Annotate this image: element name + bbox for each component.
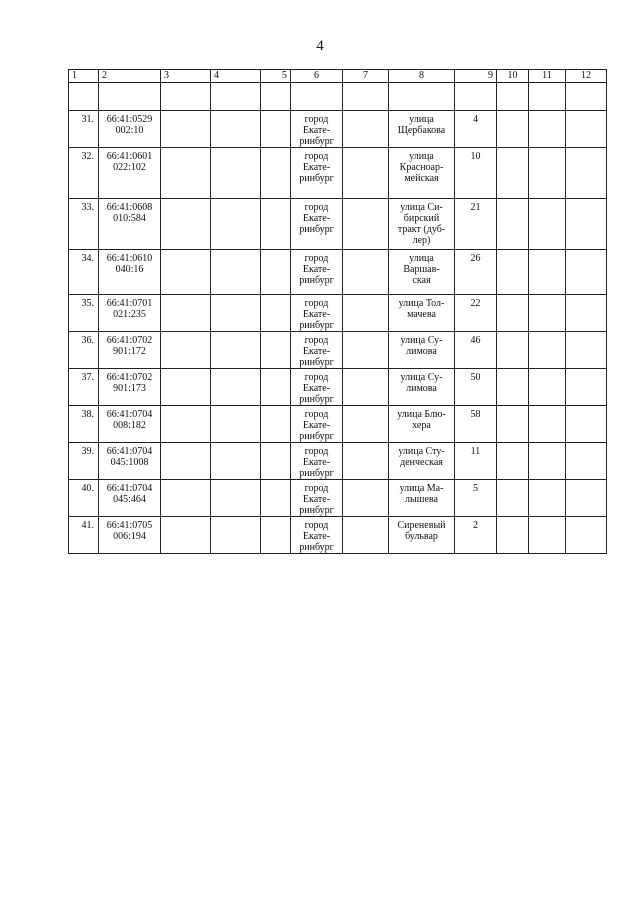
empty-cell <box>497 443 529 480</box>
empty-cell <box>161 369 211 406</box>
empty-cell <box>529 295 566 332</box>
house-number-container <box>455 199 497 250</box>
empty-cell <box>529 406 566 443</box>
street-cell-container <box>389 148 455 199</box>
table-row <box>69 480 607 517</box>
cadastral-number: 66:41:0608 010:584 <box>106 202 153 224</box>
row-number-container <box>69 406 99 443</box>
street-cell-container <box>389 250 455 295</box>
street-cell: улица Щербакова <box>397 114 446 136</box>
table-row <box>69 406 607 443</box>
row-number: 37. <box>81 372 94 383</box>
row-number: 39. <box>81 446 94 457</box>
house-number: 46 <box>470 335 481 346</box>
empty-cell <box>211 332 261 369</box>
empty-cell <box>566 332 607 369</box>
empty-cell <box>343 517 389 554</box>
empty-cell <box>161 332 211 369</box>
empty-cell <box>566 517 607 554</box>
street-cell: улица Ма- лышева <box>399 483 444 505</box>
row-number-container <box>69 199 99 250</box>
locality-cell-container <box>291 250 343 295</box>
street-cell-container <box>389 480 455 517</box>
cadastral-number: 66:41:0705 006:194 <box>106 520 153 542</box>
house-number-container <box>455 332 497 369</box>
street-cell-container <box>389 443 455 480</box>
header-row <box>69 70 607 83</box>
locality-cell: город Екате- ринбург <box>299 335 334 368</box>
locality-cell-container <box>291 148 343 199</box>
empty-cell <box>211 148 261 199</box>
empty-cell <box>211 406 261 443</box>
locality-cell-container <box>291 443 343 480</box>
locality-cell: город Екате- ринбург <box>299 202 334 235</box>
street-cell: улица Су- лимова <box>400 372 443 394</box>
street-cell: улица Красноар- мейская <box>399 151 444 184</box>
house-number: 10 <box>470 151 481 162</box>
cadastral-number: 66:41:0704 045:1008 <box>106 446 153 468</box>
street-cell: Сиреневый бульвар <box>397 520 446 542</box>
cadastral-number-container <box>99 517 161 554</box>
cadastral-number-container <box>99 443 161 480</box>
house-number-container <box>455 406 497 443</box>
empty-cell <box>211 250 261 295</box>
empty-cell <box>343 406 389 443</box>
row-number: 41. <box>81 520 94 531</box>
street-cell-container <box>389 517 455 554</box>
empty-cell <box>211 517 261 554</box>
locality-cell-container <box>291 406 343 443</box>
empty-cell <box>161 148 211 199</box>
row-number: 36. <box>81 335 94 346</box>
empty-cell <box>211 480 261 517</box>
locality-cell-container <box>291 332 343 369</box>
empty-cell <box>261 369 291 406</box>
row-number: 34. <box>81 253 94 264</box>
column-header-8: 8 <box>389 70 455 83</box>
empty-cell <box>161 111 211 148</box>
house-number: 11 <box>470 446 481 457</box>
house-number-container <box>455 295 497 332</box>
street-cell-container <box>389 406 455 443</box>
row-number-container <box>69 295 99 332</box>
row-number: 32. <box>81 151 94 162</box>
cadastral-number: 66:41:0601 022:102 <box>106 151 153 173</box>
row-number: 38. <box>81 409 94 420</box>
street-cell: улица Су- лимова <box>400 335 443 357</box>
column-header-4: 4 <box>211 70 261 83</box>
street-cell-container <box>389 111 455 148</box>
empty-cell <box>343 111 389 148</box>
empty-cell <box>343 199 389 250</box>
page-number: 4 <box>316 38 324 54</box>
row-number: 35. <box>81 298 94 309</box>
column-header-1: 1 <box>69 70 99 83</box>
empty-cell <box>343 148 389 199</box>
table-row <box>69 250 607 295</box>
house-number: 58 <box>470 409 481 420</box>
empty-cell <box>566 111 607 148</box>
locality-cell: город Екате- ринбург <box>299 151 334 184</box>
empty-cell <box>529 250 566 295</box>
cadastral-number-container <box>99 369 161 406</box>
empty-cell <box>343 480 389 517</box>
house-number-container <box>455 480 497 517</box>
street-cell: улица Си- бирский тракт (дуб- лер) <box>397 202 446 246</box>
empty-cell <box>343 443 389 480</box>
empty-cell <box>261 148 291 199</box>
cadastral-number-container <box>99 250 161 295</box>
table-row <box>69 369 607 406</box>
column-header-2: 2 <box>99 70 161 83</box>
empty-cell <box>343 332 389 369</box>
cadastral-number-container <box>99 406 161 443</box>
table-row <box>69 295 607 332</box>
empty-cell <box>343 295 389 332</box>
empty-cell <box>211 295 261 332</box>
column-header-3: 3 <box>161 70 211 83</box>
table-row <box>69 111 607 148</box>
cadastral-number: 66:41:0701 021:235 <box>106 298 153 320</box>
column-header-9: 9 <box>455 70 497 83</box>
empty-cell <box>343 250 389 295</box>
street-cell-container <box>389 295 455 332</box>
locality-cell: город Екате- ринбург <box>299 298 334 331</box>
empty-cell <box>211 111 261 148</box>
house-number: 26 <box>470 253 481 264</box>
street-cell-container <box>389 199 455 250</box>
locality-cell-container <box>291 111 343 148</box>
empty-cell <box>261 443 291 480</box>
locality-cell: город Екате- ринбург <box>299 520 334 553</box>
table-row <box>69 148 607 199</box>
table-row <box>69 199 607 250</box>
row-number: 40. <box>81 483 94 494</box>
empty-cell <box>529 369 566 406</box>
house-number: 21 <box>470 202 481 213</box>
empty-cell <box>566 295 607 332</box>
empty-cell <box>566 480 607 517</box>
house-number-container <box>455 111 497 148</box>
cadastral-number: 66:41:0702 901:172 <box>106 335 153 357</box>
empty-cell <box>343 369 389 406</box>
locality-cell: город Екате- ринбург <box>299 446 334 479</box>
locality-cell-container <box>291 480 343 517</box>
locality-cell: город Екате- ринбург <box>299 483 334 516</box>
empty-cell <box>261 517 291 554</box>
house-number-container <box>455 369 497 406</box>
table-row <box>69 332 607 369</box>
street-cell-container <box>389 369 455 406</box>
locality-cell-container <box>291 295 343 332</box>
empty-cell <box>261 480 291 517</box>
cadastral-number-container <box>99 480 161 517</box>
locality-cell-container <box>291 369 343 406</box>
locality-cell: город Екате- ринбург <box>299 372 334 405</box>
row-number-container <box>69 111 99 148</box>
empty-cell <box>261 332 291 369</box>
locality-cell-container <box>291 517 343 554</box>
empty-cell <box>529 148 566 199</box>
empty-cell <box>529 480 566 517</box>
empty-cell <box>497 406 529 443</box>
street-cell: улица Тол- мачева <box>398 298 445 320</box>
empty-cell <box>529 199 566 250</box>
cadastral-number: 66:41:0704 008:182 <box>106 409 153 431</box>
empty-cell <box>566 369 607 406</box>
row-number-container <box>69 480 99 517</box>
house-number: 5 <box>473 483 478 494</box>
cadastral-number-container <box>99 199 161 250</box>
row-number-container <box>69 332 99 369</box>
cadastral-number-container <box>99 332 161 369</box>
house-number-container <box>455 148 497 199</box>
house-number-container <box>455 443 497 480</box>
cadastral-number: 66:41:0610 040:16 <box>106 253 153 275</box>
column-header-7: 7 <box>343 70 389 83</box>
locality-cell: город Екате- ринбург <box>299 114 334 147</box>
empty-cell <box>566 148 607 199</box>
register-table <box>68 69 607 554</box>
empty-cell <box>497 517 529 554</box>
table-row <box>69 443 607 480</box>
house-number: 22 <box>470 298 481 309</box>
row-number-container <box>69 443 99 480</box>
empty-cell <box>566 406 607 443</box>
empty-cell <box>161 517 211 554</box>
column-header-6: 6 <box>291 70 343 83</box>
empty-cell <box>497 480 529 517</box>
street-cell: улица Сту- денческая <box>398 446 445 468</box>
row-number-container <box>69 517 99 554</box>
street-cell: улица Блю- хера <box>397 409 446 431</box>
empty-cell <box>161 406 211 443</box>
locality-cell: город Екате- ринбург <box>299 253 334 286</box>
empty-cell <box>161 250 211 295</box>
empty-cell <box>529 517 566 554</box>
street-cell: улица Варшав- ская <box>403 253 440 286</box>
spacer-row <box>69 83 607 111</box>
table-row <box>69 517 607 554</box>
empty-cell <box>497 295 529 332</box>
empty-cell <box>261 199 291 250</box>
house-number: 2 <box>473 520 478 531</box>
empty-cell <box>261 111 291 148</box>
empty-cell <box>261 406 291 443</box>
row-number-container <box>69 369 99 406</box>
row-number: 33. <box>81 202 94 213</box>
empty-cell <box>497 111 529 148</box>
empty-cell <box>529 111 566 148</box>
empty-cell <box>497 250 529 295</box>
column-header-5: 5 <box>261 70 291 83</box>
house-number-container <box>455 517 497 554</box>
empty-cell <box>566 250 607 295</box>
cadastral-number-container <box>99 148 161 199</box>
empty-cell <box>161 295 211 332</box>
street-cell-container <box>389 332 455 369</box>
empty-cell <box>211 199 261 250</box>
cadastral-number: 66:41:0702 901:173 <box>106 372 153 394</box>
empty-cell <box>211 369 261 406</box>
empty-cell <box>566 443 607 480</box>
house-number: 4 <box>473 114 478 125</box>
locality-cell: город Екате- ринбург <box>299 409 334 442</box>
empty-cell <box>529 443 566 480</box>
cadastral-number: 66:41:0529 002:10 <box>106 114 153 136</box>
empty-cell <box>261 295 291 332</box>
row-number: 31. <box>81 114 94 125</box>
cadastral-number-container <box>99 111 161 148</box>
row-number-container <box>69 250 99 295</box>
cadastral-number: 66:41:0704 045:464 <box>106 483 153 505</box>
empty-cell <box>566 199 607 250</box>
empty-cell <box>497 148 529 199</box>
cadastral-number-container <box>99 295 161 332</box>
house-number-container <box>455 250 497 295</box>
column-header-10: 10 <box>497 70 529 83</box>
column-header-11: 11 <box>529 70 566 83</box>
empty-cell <box>529 332 566 369</box>
column-header-12: 12 <box>566 70 607 83</box>
empty-cell <box>497 199 529 250</box>
locality-cell-container <box>291 199 343 250</box>
empty-cell <box>261 250 291 295</box>
empty-cell <box>161 443 211 480</box>
house-number: 50 <box>470 372 481 383</box>
empty-cell <box>161 199 211 250</box>
empty-cell <box>211 443 261 480</box>
empty-cell <box>161 480 211 517</box>
row-number-container <box>69 148 99 199</box>
empty-cell <box>497 369 529 406</box>
empty-cell <box>497 332 529 369</box>
